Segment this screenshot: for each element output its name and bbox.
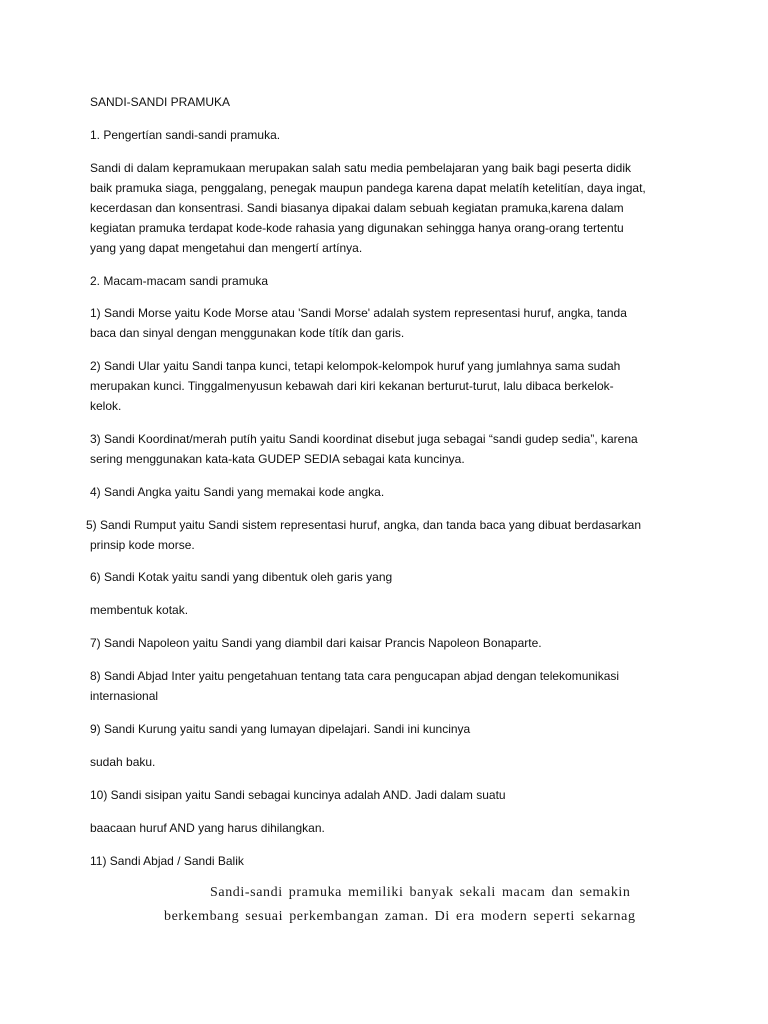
list-item-line: 10) Sandi sisipan yaitu Sandi sebagai kuncinya adalah AND. Jadi dalam suatu — [90, 788, 506, 802]
list-item-line: membentuk kotak. — [90, 603, 189, 617]
list-item-line: 9) Sandi Kurung yaitu sandi yang lumayan dipelajari. Sandi ini kuncinya — [90, 722, 471, 736]
section-heading-pengertian: 1. Pengertían sandi-sandi pramuka. — [90, 128, 281, 142]
section-heading-macam: 2. Macam-macam sandi pramuka — [90, 274, 269, 288]
list-item-line: baca dan sinyal dengan menggunakan kode títík dan garis. — [90, 326, 405, 340]
list-item-line: internasional — [90, 689, 159, 703]
list-item-line: sering menggunakan kata-kata GUDEP SEDIA sebagai kata kuncinya. — [90, 452, 465, 466]
list-item-line: kelok. — [90, 399, 122, 413]
list-item-line: prinsip kode morse. — [90, 538, 195, 552]
closing-line: berkembang sesuai perkembangan zaman. Di era modern seperti sekarnag — [164, 909, 636, 924]
list-item-line: 4) Sandi Angka yaitu Sandi yang memakai kode angka. — [90, 485, 385, 499]
document-title: SANDI-SANDI PRAMUKA — [90, 95, 231, 109]
list-item-line: 2) Sandi Ular yaitu Sandi tanpa kunci, tetapi kelompok-kelompok huruf yang jumlahnya sama sudah — [90, 359, 621, 373]
list-item-line: merupakan kunci. Tinggalmenyusun kebawah dari kiri kekanan berturut-turut, lalu dibaca berkelok- — [90, 379, 614, 393]
list-item-line: 6) Sandi Kotak yaitu sandi yang dibentuk oleh garis yang — [90, 570, 393, 584]
list-item-line: 3) Sandi Koordinat/merah putíh yaitu Sandi koordinat disebut juga sebagai “sandi gudep sedia”, karena — [90, 432, 638, 446]
list-item-line: baacaan huruf AND yang harus dihilangkan. — [90, 821, 325, 835]
list-item-line: 7) Sandi Napoleon yaitu Sandi yang diambil dari kaisar Prancis Napoleon Bonaparte. — [90, 636, 542, 650]
list-item-line: 11) Sandi Abjad / Sandi Balik — [90, 854, 244, 868]
paragraph-line: kecerdasan dan konsentrasi. Sandi biasanya dipakai dalam sebuah kegiatan pramuka,karena dalam — [90, 201, 624, 215]
closing-line: Sandi-sandi pramuka memiliki banyak sekali macam dan semakin — [210, 885, 631, 900]
list-item-line: sudah baku. — [90, 755, 156, 769]
paragraph-line: baik pramuka siaga, penggalang, penegak maupun pandega karena dapat melatíh ketelitían, daya ingat, — [90, 181, 646, 195]
list-item-line: 1) Sandi Morse yaitu Kode Morse atau 'Sandi Morse' adalah system representasi huruf, angka, tanda — [90, 306, 627, 320]
paragraph-line: yang yang dapat mengetahui dan mengertí artínya. — [90, 241, 363, 255]
paragraph-line: Sandi di dalam kepramukaan merupakan salah satu media pembelajaran yang baik bagi peserta didik — [90, 161, 631, 175]
paragraph-line: kegiatan pramuka terdapat kode-kode rahasia yang digunakan sehingga hanya orang-orang tertentu — [90, 221, 624, 235]
list-item-line: 8) Sandi Abjad Inter yaitu pengetahuan tentang tata cara pengucapan abjad dengan telekomunikasi — [90, 669, 620, 683]
list-item-line: 5) Sandi Rumput yaitu Sandi sistem representasi huruf, angka, dan tanda baca yang dibuat berdasarkan — [86, 518, 642, 532]
